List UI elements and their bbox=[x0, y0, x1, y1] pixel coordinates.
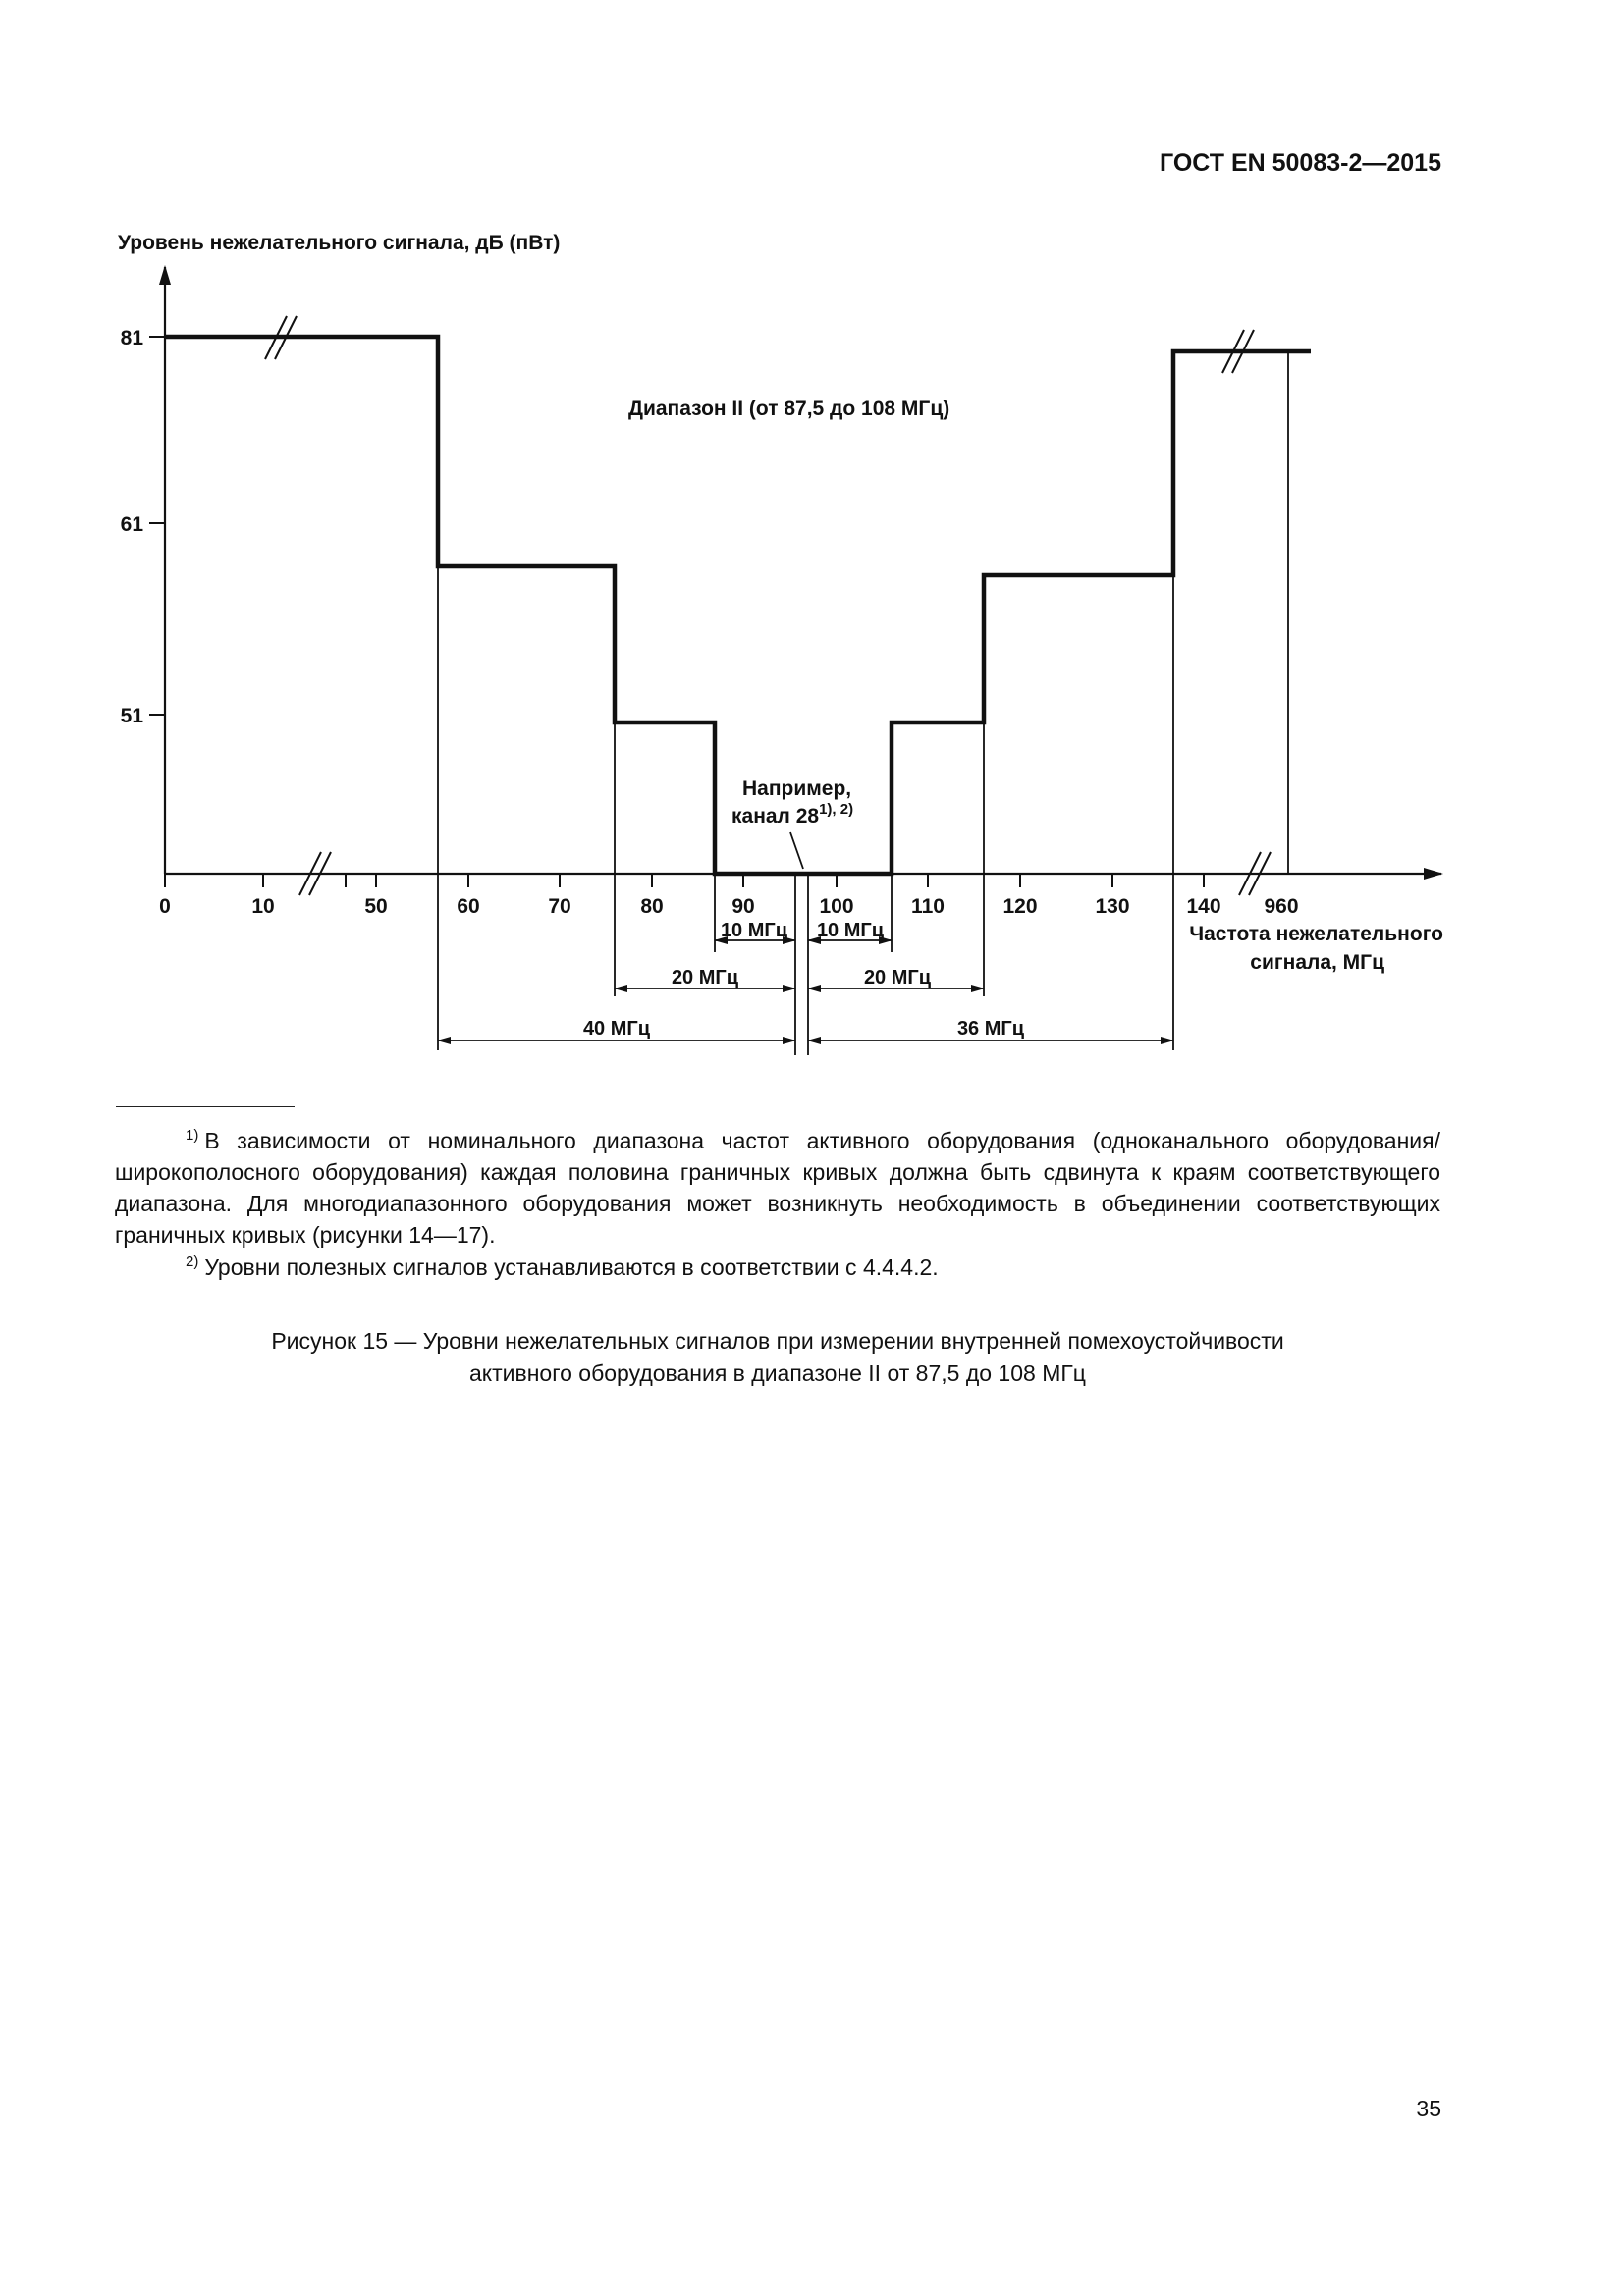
x-tick-label: 0 bbox=[159, 895, 171, 918]
x-tick-label: 90 bbox=[731, 895, 755, 918]
x-tick-label: 960 bbox=[1264, 895, 1299, 918]
y-axis-label: Уровень нежелательного сигнала, дБ (пВт) bbox=[118, 232, 561, 254]
dimension-arrows bbox=[438, 940, 1173, 1041]
curve-break-marks bbox=[265, 316, 1254, 373]
page-number: 35 bbox=[1416, 2096, 1441, 2121]
y-ticks bbox=[121, 327, 165, 727]
x-tick-label: 70 bbox=[548, 895, 571, 918]
drop-lines bbox=[438, 351, 1288, 874]
x-ticks bbox=[165, 874, 1204, 887]
annotation-sup: 1), 2) bbox=[819, 801, 854, 818]
dim-36-label: 36 МГц bbox=[956, 1018, 1025, 1040]
figure-caption bbox=[115, 1325, 1440, 1390]
x-axis-label-line1: Частота нежелательного bbox=[1189, 923, 1443, 945]
annotation-leader bbox=[790, 832, 803, 869]
x-tick-label: 60 bbox=[457, 895, 480, 918]
x-tick-labels bbox=[159, 895, 1298, 918]
x-tick-label: 50 bbox=[364, 895, 388, 918]
x-tick-label: 110 bbox=[911, 895, 945, 918]
chart-title: Диапазон II (от 87,5 до 108 МГц) bbox=[628, 398, 950, 420]
dim-10-left-label: 10 МГц bbox=[720, 920, 788, 941]
dim-40-label: 40 МГц bbox=[582, 1018, 651, 1040]
footnote-1-marker: 1) bbox=[186, 1127, 199, 1144]
annotation-example: Например, bbox=[742, 777, 852, 800]
annotation-channel-text: канал 28 bbox=[731, 805, 820, 828]
figure-caption-line1: Рисунок 15 — Уровни нежелательных сигналов при измерении внутренней помехоустойчивости bbox=[271, 1328, 1284, 1354]
y-tick-label-61: 61 bbox=[120, 513, 143, 536]
y-tick-label-81: 81 bbox=[120, 327, 143, 349]
x-tick-label: 130 bbox=[1095, 895, 1130, 918]
x-tick-label: 10 bbox=[251, 895, 275, 918]
y-tick-label-51: 51 bbox=[120, 705, 143, 727]
x-tick-label: 120 bbox=[1002, 895, 1038, 918]
interference-level-chart bbox=[0, 0, 1624, 1080]
x-axis-label-line2: сигнала, МГц bbox=[1250, 951, 1384, 974]
dim-20-right-label: 20 МГц bbox=[863, 967, 932, 988]
footnote-2-marker: 2) bbox=[186, 1254, 199, 1270]
footnote-1-text: В зависимости от номинального диапазона частот активного оборудования (одноканального оборудования/широкополосного оборудования) каждая половина граничных кривых должна быть сдвинута к краям соответствующего диапазона. Для многодиапазонного оборудования может возникнуть необходимость в объединении соответствующих граничных кривых (рисунки 14—17). bbox=[115, 1128, 1440, 1248]
footnote-2 bbox=[115, 1252, 1440, 1283]
footnote-separator bbox=[116, 1106, 295, 1107]
figure-caption-line2: активного оборудования в диапазоне II от 87,5 до 108 МГц bbox=[469, 1361, 1086, 1386]
document-header: ГОСТ EN 50083-2—2015 bbox=[1160, 149, 1441, 177]
x-tick-label: 140 bbox=[1186, 895, 1221, 918]
footnote-2-text: Уровни полезных сигналов устанавливаются в соответствии с 4.4.4.2. bbox=[204, 1255, 939, 1280]
annotation-channel bbox=[731, 801, 853, 828]
footnote-1 bbox=[115, 1125, 1440, 1251]
dim-20-left-label: 20 МГц bbox=[671, 967, 739, 988]
x-tick-label: 100 bbox=[819, 895, 854, 918]
x-tick-label: 80 bbox=[640, 895, 664, 918]
dim-10-right-label: 10 МГц bbox=[816, 920, 885, 941]
